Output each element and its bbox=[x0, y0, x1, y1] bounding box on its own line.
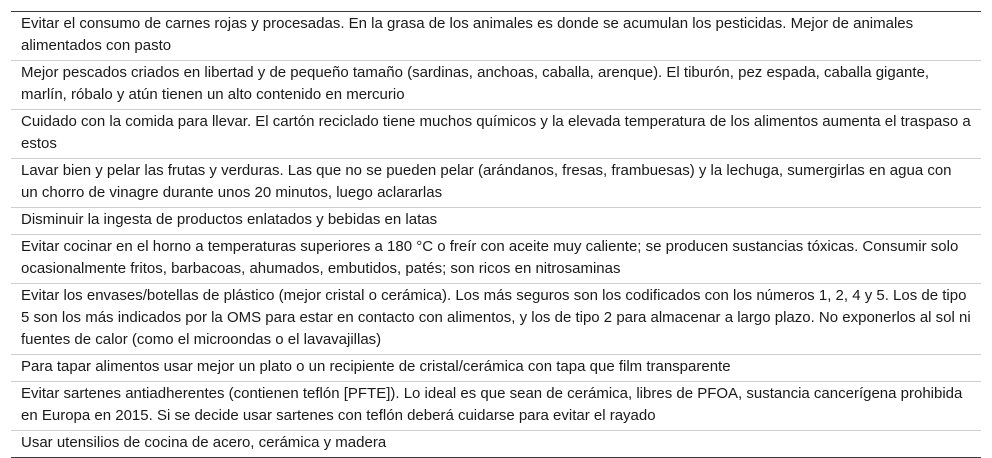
table-row: Evitar el consumo de carnes rojas y procesadas. En la grasa de los animales es donde se acumulan los pesticidas. Mejor de animales alimentados con pasto bbox=[21, 15, 914, 54]
table-row: Evitar los envases/botellas de plástico (mejor cristal o cerámica). Los más seguros son los codificados con los números 1, 2, 4 y 5. Los de tipo 5 son los más indicados por la OMS para estar en contacto con alimentos, y los de tipo 2 para almacenar a largo plazo. No exponerlos al sol ni fuentes de calor (como el microondas o el lavavajillas) bbox=[11, 283, 981, 354]
recommendations-table bbox=[11, 11, 981, 458]
table-row: Cuidado con la comida para llevar. El cartón reciclado tiene muchos químicos y la elevada temperatura de los alimentos aumenta el traspaso a estos bbox=[11, 109, 981, 158]
table-row: Mejor pescados criados en libertad y de pequeño tamaño (sardinas, anchoas, caballa, arenque). El tiburón, pez espada, caballa gigante, marlín, róbalo y atún tienen un alto contenido en mercurio bbox=[11, 60, 981, 109]
table-row: Disminuir la ingesta de productos enlatados y bebidas en latas bbox=[11, 207, 981, 234]
table-row: Usar utensilios de cocina de acero, cerámica y madera bbox=[11, 430, 981, 457]
table-row: Evitar sartenes antiadherentes (contienen teflón [PFTE]). Lo ideal es que sean de cerámica, libres de PFOA, sustancia cancerígena prohibida en Europa en 2015. Si se decide usar sartenes con teflón deberá cuidarse para evitar el rayado bbox=[11, 381, 981, 430]
table-row: Para tapar alimentos usar mejor un plato o un recipiente de cristal/cerámica con tapa que film transparente bbox=[11, 354, 981, 381]
table-row: Evitar cocinar en el horno a temperaturas superiores a 180 °C o freír con aceite muy caliente; se producen sustancias tóxicas. Consumir solo ocasionalmente fritos, barbacoas, ahumados, embutidos, patés; son ricos en nitrosaminas bbox=[11, 234, 981, 283]
table-row: Lavar bien y pelar las frutas y verduras. Las que no se pueden pelar (arándanos, fresas, frambuesas) y la lechuga, sumergirlas en agua con un chorro de vinagre durante unos 20 minutos, luego aclararlas bbox=[11, 158, 981, 207]
